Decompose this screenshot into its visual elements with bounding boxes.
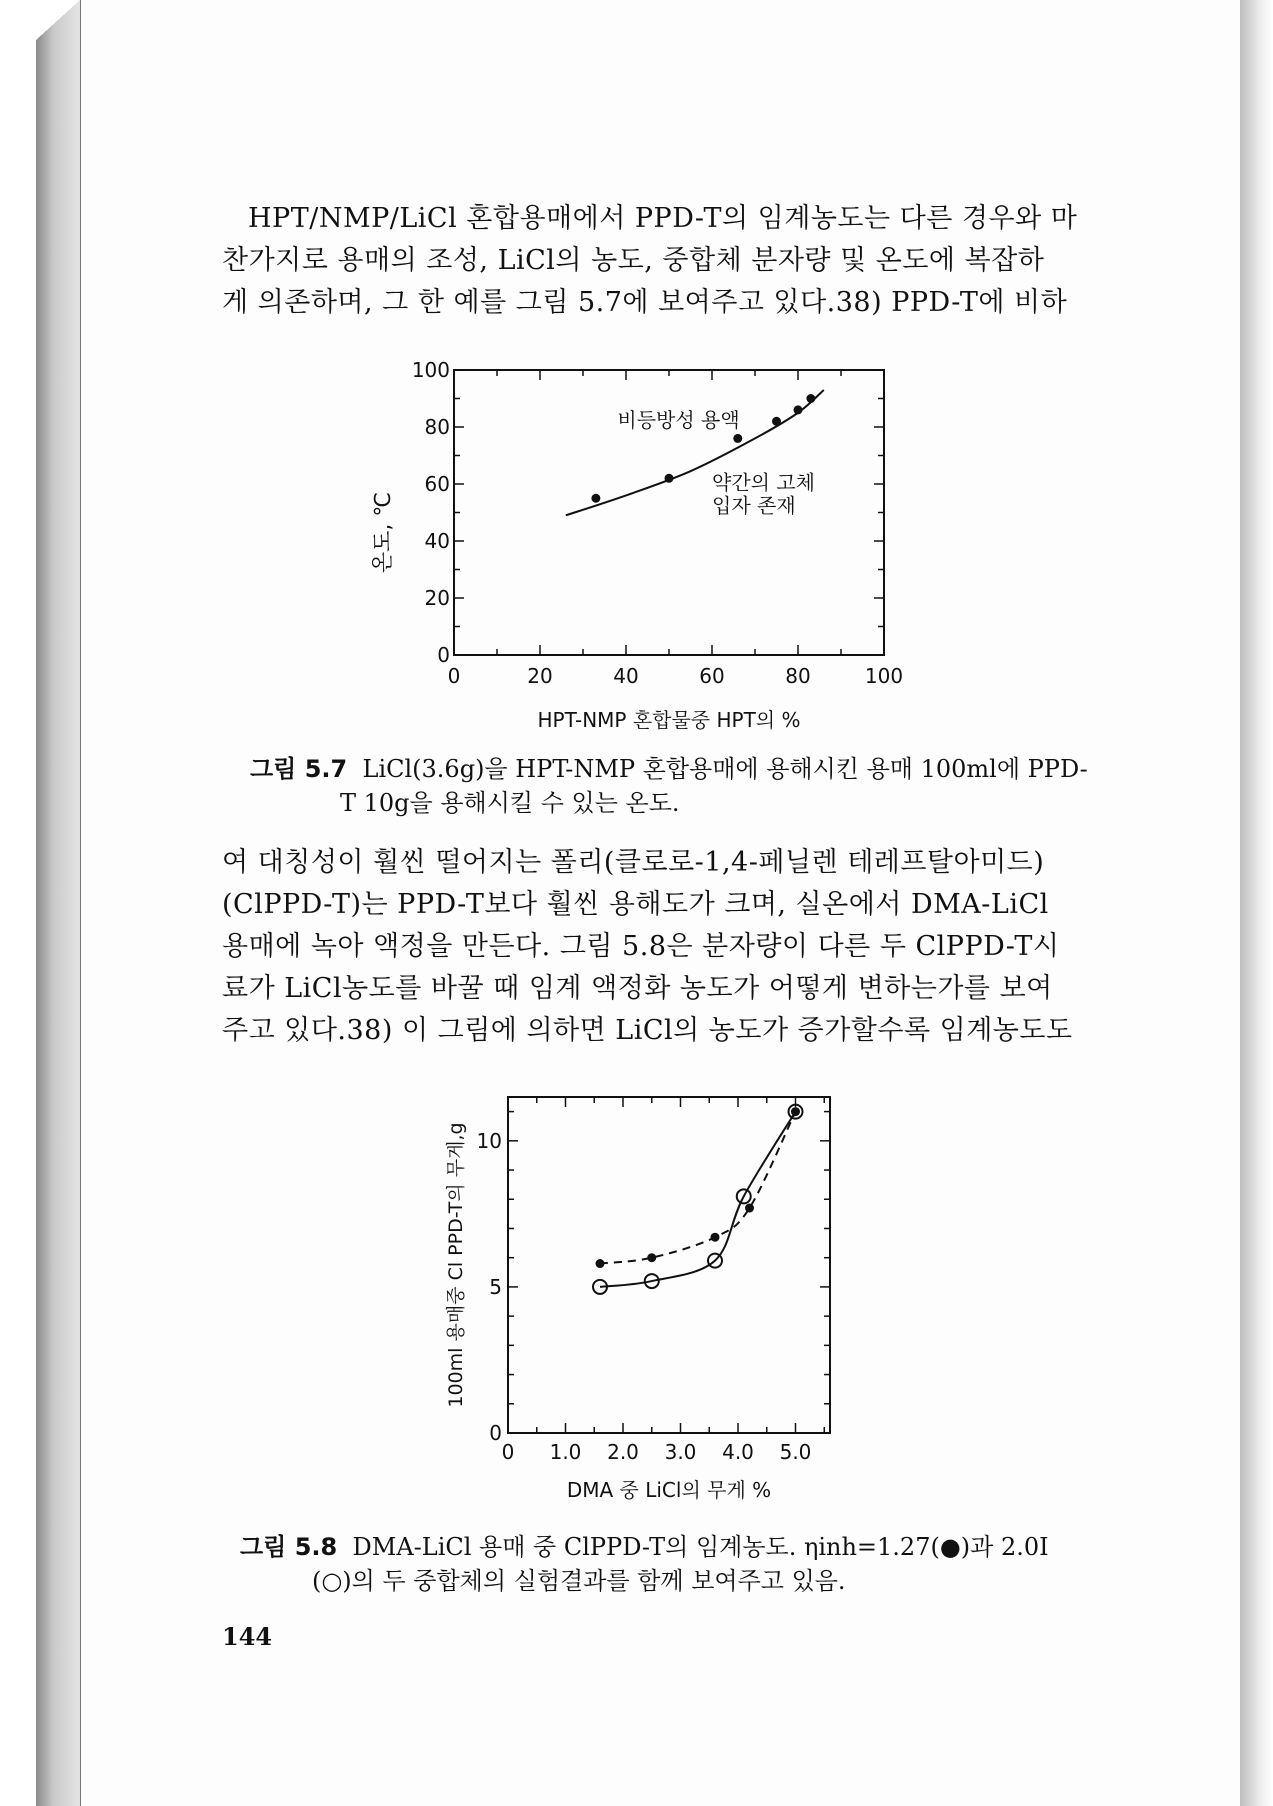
caption-label: 그림 5.8 <box>240 1533 338 1561</box>
series-curve-filled <box>600 1112 796 1264</box>
y-tick-label: 60 <box>424 472 450 496</box>
plot-frame <box>508 1097 830 1433</box>
paragraph-line: HPT/NMP/LiCl 혼합용매에서 PPD-T의 임계농도는 다른 경우와 마 <box>248 203 1078 234</box>
x-tick-label: 0 <box>501 1440 515 1464</box>
y-axis-label: 온도, ℃ <box>371 491 396 574</box>
paragraph-line: 찬가지로 용매의 조성, LiCl의 농도, 중합체 분자량 및 온도에 복잡하 <box>222 245 1045 276</box>
x-tick-label: 1.0 <box>549 1440 582 1464</box>
x-axis-label: HPT-NMP 혼합물중 HPT의 % <box>537 708 801 732</box>
data-point <box>806 394 815 403</box>
data-point-filled <box>596 1259 605 1268</box>
paragraph-line: 주고 있다.38) 이 그림에 의하면 LiCl의 농도가 증가할수록 임계농도도 <box>222 1015 1073 1046</box>
data-point <box>772 417 781 426</box>
annotation-solid: 약간의 고체 <box>712 470 815 495</box>
figure-5-7-caption <box>250 752 1088 820</box>
x-axis-label: DMA 중 LiCl의 무게 % <box>566 1478 772 1502</box>
y-tick-label: 100 <box>411 358 450 382</box>
caption-label: 그림 5.7 <box>250 755 348 783</box>
figure-5-8-chart <box>440 1085 880 1515</box>
y-tick-label: 10 <box>476 1128 502 1153</box>
book-corner <box>36 0 80 40</box>
data-point <box>794 405 803 414</box>
caption-line: LiCl(3.6g)을 HPT-NMP 혼합용매에 용해시킨 용매 100ml에 PPD- <box>362 755 1088 783</box>
x-tick-label: 40 <box>613 664 639 688</box>
x-tick-label: 4.0 <box>722 1440 754 1464</box>
figure-5-8-caption <box>240 1530 1049 1598</box>
x-tick-label: 60 <box>699 664 725 688</box>
annotation-anisotropic: 비등방성 용액 <box>617 408 740 432</box>
caption-line: T 10g을 용해시킬 수 있는 온도. <box>340 789 680 817</box>
caption-line: DMA-LiCl 용매 중 ClPPD-T의 임계농도. ηinh=1.27(●)과 2.0Ⅰ <box>352 1533 1049 1561</box>
data-point <box>733 434 742 443</box>
paragraph-line: 료가 LiCl농도를 바꿀 때 임계 액정화 농도가 어떻게 변하는가를 보여 <box>222 973 1053 1004</box>
x-tick-label: 100 <box>864 664 904 688</box>
page-right-shadow <box>1240 0 1273 1806</box>
y-tick-label: 0 <box>437 643 450 667</box>
y-axis-label: 100ml 용매중 Cl PPD-T의 무게,g <box>445 1122 467 1408</box>
y-tick-label: 5 <box>489 1274 502 1299</box>
x-tick-label: 20 <box>527 664 553 688</box>
y-tick-label: 20 <box>424 586 450 610</box>
data-point-filled <box>711 1233 720 1242</box>
data-point <box>665 474 674 483</box>
x-tick-label: 0 <box>447 664 461 688</box>
page-number: 144 <box>222 1622 273 1651</box>
x-tick-label: 5.0 <box>779 1440 812 1464</box>
y-tick-label: 80 <box>424 415 450 439</box>
annotation-particles: 입자 존재 <box>712 493 796 518</box>
x-tick-label: 2.0 <box>607 1440 639 1464</box>
paragraph-line: (ClPPD-T)는 PPD-T보다 훨씬 용해도가 크며, 실온에서 DMA-LiCl <box>222 889 1049 920</box>
data-point-filled <box>745 1204 754 1213</box>
paragraph-line: 용매에 녹아 액정을 만든다. 그림 5.8은 분자량이 다른 두 ClPPD-T시 <box>222 931 1060 962</box>
book-spine-edge <box>36 0 80 1806</box>
x-tick-label: 80 <box>785 664 811 688</box>
x-tick-label: 3.0 <box>664 1440 697 1464</box>
paragraph-2 <box>222 842 1112 1052</box>
y-tick-label: 40 <box>424 529 450 553</box>
caption-line: (○)의 두 중합체의 실험결과를 함께 보여주고 있음. <box>312 1567 846 1595</box>
data-point <box>591 494 600 503</box>
paragraph-1 <box>222 198 1112 324</box>
data-point-filled <box>647 1253 656 1262</box>
y-tick-label: 0 <box>489 1421 502 1445</box>
paragraph-line: 게 의존하며, 그 한 예를 그림 5.7에 보여주고 있다.38) PPD-T에 비하 <box>222 287 1068 318</box>
paragraph-line: 여 대칭성이 훨씬 떨어지는 폴리(클로로-1,4-페닐렌 테레프탈아미드) <box>222 847 1045 878</box>
figure-5-7-chart <box>350 355 910 735</box>
data-point-filled <box>791 1107 800 1116</box>
